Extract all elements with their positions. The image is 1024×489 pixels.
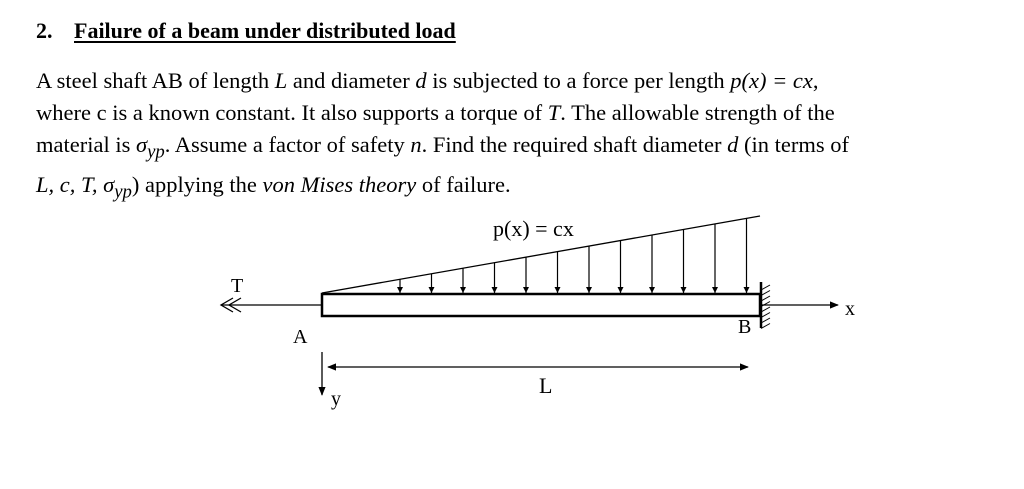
statement-text: . Assume a factor of safety	[164, 132, 411, 157]
statement-text: is subjected to a force per length	[426, 68, 731, 93]
statement-text: . The allowable strength of the	[560, 100, 835, 125]
y-axis-label: y	[331, 388, 341, 410]
statement-text: A steel shaft AB of length	[36, 68, 275, 93]
statement-text: L, c, T, σ	[36, 171, 115, 197]
problem-title: Failure of a beam under distributed load	[74, 18, 456, 43]
support-hatch-line	[761, 324, 770, 329]
statement-text: n	[410, 132, 422, 157]
statement-text: . Find the required shaft diameter	[421, 132, 728, 157]
support-hatch-line	[761, 285, 770, 290]
statement-text: (in terms of	[738, 132, 849, 157]
support-hatch-line	[761, 296, 770, 301]
statement-text: where c is a known constant. It also supports a torque of	[36, 100, 548, 125]
support-hatch-line	[761, 318, 770, 323]
statement-text: d	[415, 68, 427, 93]
statement-text: ,	[812, 68, 819, 93]
statement-text: and diameter	[287, 68, 416, 93]
support-hatch-line	[761, 291, 770, 296]
torque-arrow	[221, 298, 322, 312]
subscript-text: yp	[114, 181, 132, 202]
point-a-label: A	[293, 326, 308, 348]
statement-text: p(x) = cx	[730, 68, 813, 93]
length-label: L	[539, 373, 553, 398]
support-hatch-line	[761, 307, 770, 312]
statement-text: T	[547, 100, 561, 125]
support-hatch-line	[761, 302, 770, 307]
problem-number: 2.	[36, 18, 53, 43]
torque-label: T	[231, 275, 244, 297]
shaft-beam	[322, 294, 760, 316]
statement-text: of failure.	[416, 171, 511, 197]
statement-text: ) applying the	[131, 171, 263, 197]
statement-text: material is	[36, 132, 136, 157]
support-hatch-line	[761, 313, 770, 318]
load-label: p(x) = cx	[493, 216, 574, 241]
statement-text: von Mises theory	[262, 171, 417, 197]
statement-text: L	[274, 68, 288, 93]
x-axis-label: x	[845, 298, 855, 320]
statement-text: σ	[135, 132, 148, 157]
subscript-text: yp	[147, 141, 165, 163]
statement-text: d	[727, 132, 739, 157]
point-b-label: B	[738, 316, 752, 338]
